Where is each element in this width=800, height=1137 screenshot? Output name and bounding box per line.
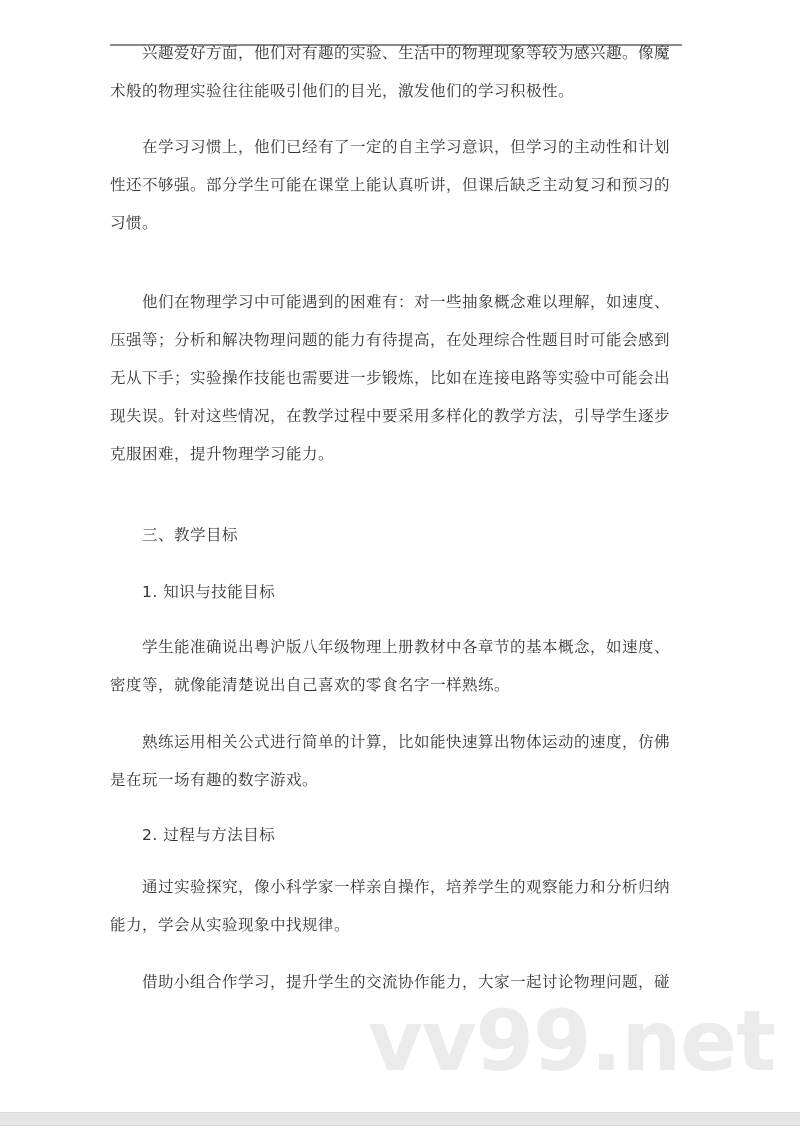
text-line: 现失误。针对这些情况，在教学过程中要采用多样化的教学方法，引导学生逐步 <box>110 407 671 425</box>
watermark: vv99.net <box>368 992 776 1090</box>
text-line: 是在玩一场有趣的数字游戏。 <box>110 771 319 789</box>
text-line: 术般的物理实验往往能吸引他们的目光，激发他们的学习积极性。 <box>110 82 575 100</box>
text-line: 通过实验探究，像小科学家一样亲自操作，培养学生的观察能力和分析归纳 <box>142 878 671 896</box>
paragraph-concepts <box>110 628 682 704</box>
paragraph-habits <box>110 128 682 242</box>
text-line: 兴趣爱好方面，他们对有趣的实验、生活中的物理现象等较为感兴趣。像魔 <box>142 44 671 62</box>
paragraph-interests <box>110 34 682 110</box>
paragraph-experiments <box>110 868 682 944</box>
text-line: 性还不够强。部分学生可能在课堂上能认真听讲，但课后缺乏主动复习和预习的 <box>110 176 671 194</box>
text-line: 他们在物理学习中可能遇到的困难有：对一些抽象概念难以理解，如速度、 <box>142 293 671 311</box>
subheading-process-methods: 2. 过程与方法目标 <box>142 826 276 844</box>
text-line: 无从下手；实验操作技能也需要进一步锻炼，比如在连接电路等实验中可能会出 <box>110 369 671 387</box>
text-line: 借助小组合作学习，提升学生的交流协作能力，大家一起讨论物理问题，碰 <box>142 973 671 991</box>
paragraph-formulas <box>110 723 682 799</box>
subheading-knowledge-skills: 1. 知识与技能目标 <box>142 583 276 601</box>
text-line: 学生能准确说出粤沪版八年级物理上册教材中各章节的基本概念，如速度、 <box>142 638 671 656</box>
text-line: 能力，学会从实验现象中找规律。 <box>110 916 351 934</box>
text-line: 在学习习惯上，他们已经有了一定的自主学习意识，但学习的主动性和计划 <box>142 138 671 156</box>
text-line: 熟练运用相关公式进行简单的计算，比如能快速算出物体运动的速度，仿佛 <box>142 733 671 751</box>
text-line: 压强等；分析和解决物理问题的能力有待提高，在处理综合性题目时可能会感到 <box>110 331 671 349</box>
text-line: 密度等，就像能清楚说出自己喜欢的零食名字一样熟练。 <box>110 676 511 694</box>
page-separator <box>0 1112 800 1126</box>
section-heading-teaching-goals: 三、教学目标 <box>142 526 239 544</box>
paragraph-difficulties <box>110 283 682 473</box>
text-line: 克服困难，提升物理学习能力。 <box>110 445 335 463</box>
text-line: 习惯。 <box>110 214 159 232</box>
